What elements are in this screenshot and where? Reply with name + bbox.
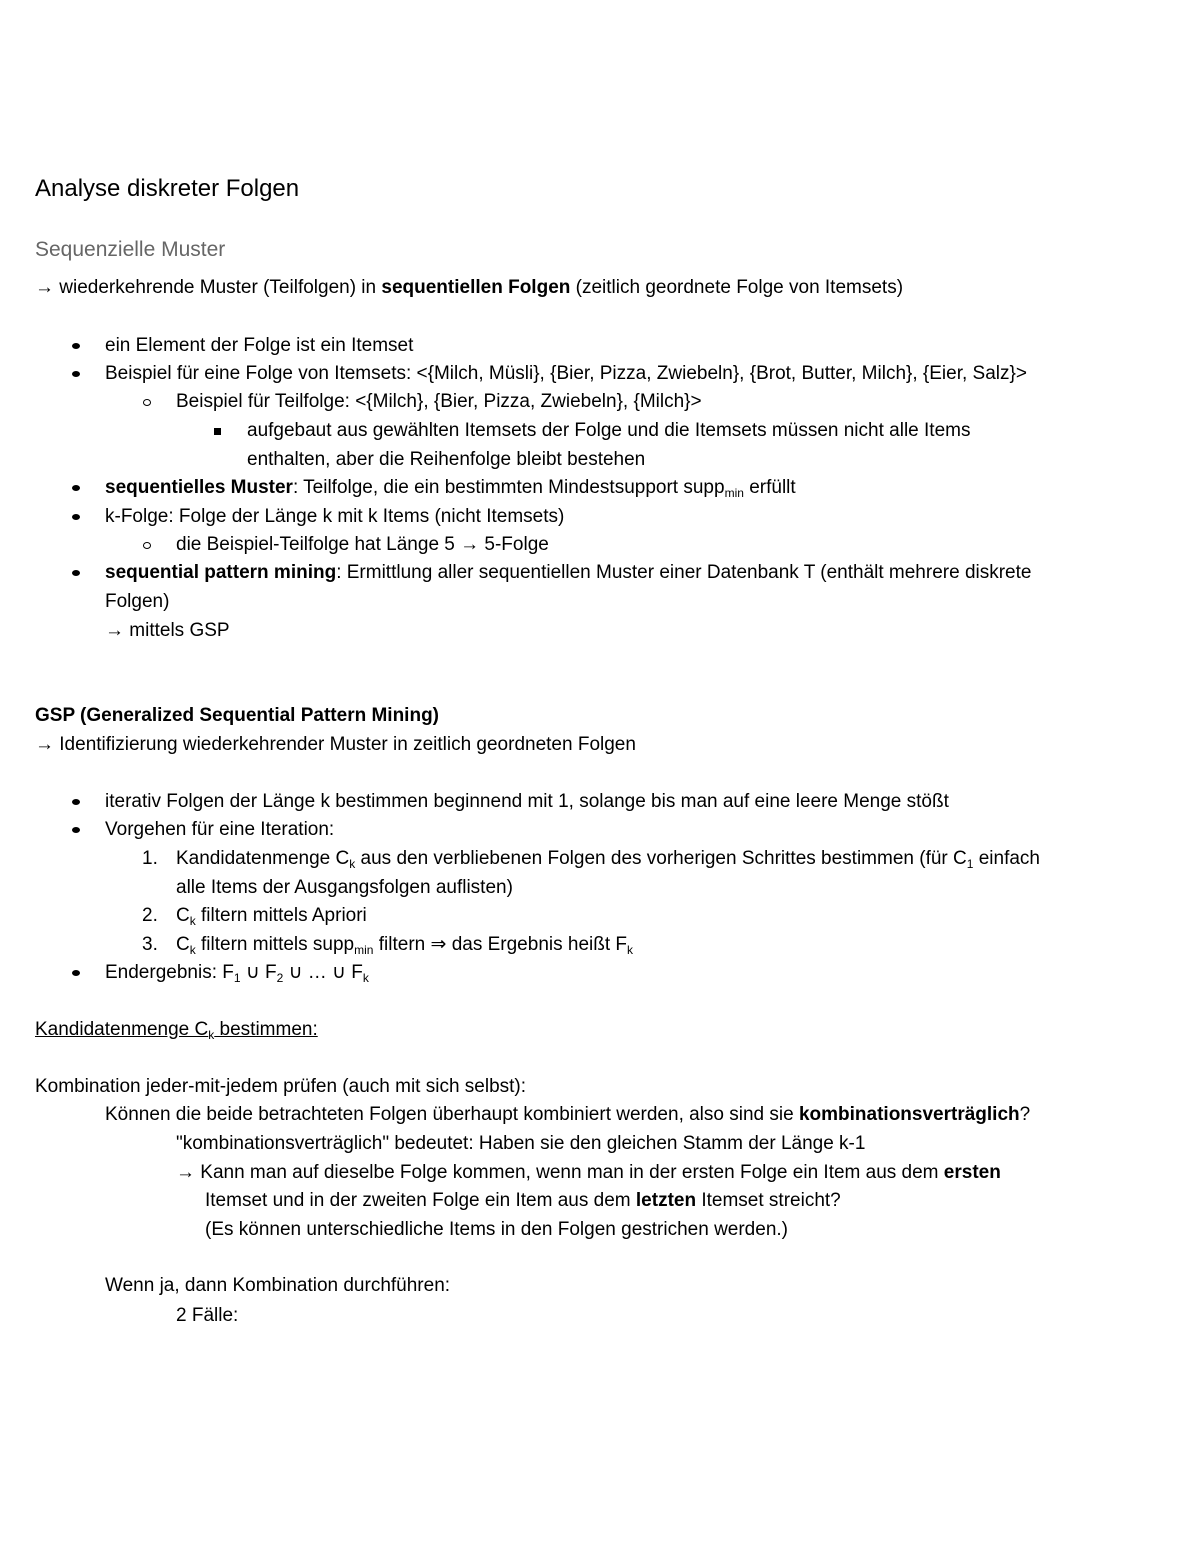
- list-item: k-Folge: Folge der Länge k mit k Items (nicht Itemsets): [105, 506, 564, 528]
- bullet-icon: [72, 371, 80, 377]
- paragraph-line: "kombinationsverträglich" bedeutet: Haben sie den gleichen Stamm der Länge k-1: [176, 1133, 866, 1154]
- square-bullet-icon: [214, 428, 221, 435]
- list-item: ein Element der Folge ist ein Itemset: [105, 335, 413, 357]
- paragraph-line: Wenn ja, dann Kombination durchführen:: [105, 1275, 451, 1296]
- paragraph-line: Kombination jeder-mit-jedem prüfen (auch mit sich selbst):: [35, 1076, 527, 1097]
- section-heading-kandidatenmenge: Kandidatenmenge $C_k$ bestimmen:: [35, 1019, 318, 1042]
- numbered-item-continuation: alle Items der Ausgangsfolgen auflisten): [176, 877, 513, 898]
- list-item: sequential pattern mining: Ermittlung aller sequentiellen Muster einer Datenbank T (enthält mehrere diskrete: [105, 562, 1031, 584]
- list-item: iterativ Folgen der Länge k bestimmen beginnend mit 1, solange bis man auf eine leere Menge stößt: [105, 791, 949, 813]
- section-heading-gsp: GSP (Generalized Sequential Pattern Mining): [35, 705, 440, 726]
- paragraph-line: Können die beide betrachteten Folgen überhaupt kombiniert werden, also sind sie kombinationsverträglich?: [105, 1104, 1031, 1125]
- list-item: die Beispiel-Teilfolge hat Länge 5 → 5-Folge: [176, 534, 549, 556]
- list-item: aufgebaut aus gewählten Itemsets der Folge und die Itemsets müssen nicht alle Items: [247, 420, 970, 442]
- numbered-item: 2. $C_k$ filtern mittels Apriori: [142, 905, 367, 928]
- bullet-icon: [72, 799, 80, 805]
- paragraph-line: Itemset und in der zweiten Folge ein Item aus dem letzten Itemset streicht?: [205, 1190, 841, 1211]
- bullet-icon: [72, 514, 80, 520]
- section-intro: → Identifizierung wiederkehrender Muster in zeitlich geordneten Folgen: [35, 734, 636, 755]
- bullet-icon: [72, 827, 80, 833]
- paragraph-line: (Es können unterschiedliche Items in den Folgen gestrichen werden.): [205, 1219, 788, 1240]
- numbered-item: 1. Kandidatenmenge $C_k$ aus den verbliebenen Folgen des vorherigen Schrittes bestimmen (für $C_1$ einfach: [142, 848, 1040, 871]
- list-item: Vorgehen für eine Iteration:: [105, 819, 334, 841]
- section-intro: → wiederkehrende Muster (Teilfolgen) in sequentiellen Folgen (zeitlich geordnete Folge von Itemsets): [35, 277, 904, 298]
- page-title: Analyse diskreter Folgen: [35, 175, 300, 202]
- section-heading-sequenzielle-muster: Sequenzielle Muster: [35, 238, 226, 261]
- bullet-icon: [72, 970, 80, 976]
- list-item: Beispiel für eine Folge von Itemsets: <{Milch, Müsli}, {Bier, Pizza, Zwiebeln}, {Brot, Butter, Milch}, {Eier, Salz}>: [105, 363, 1027, 385]
- numbered-item: 3. $C_k$ filtern mittels supp$_{min}$ filtern ⇒ das Ergebnis heißt $F_k$: [142, 934, 634, 957]
- bullet-icon: [72, 343, 80, 349]
- list-item: Beispiel für Teilfolge: <{Milch}, {Bier, Pizza, Zwiebeln}, {Milch}>: [176, 391, 702, 413]
- list-item: Endergebnis: $F_1$ ∪ $F_2$ ∪ … ∪ $F_k$: [105, 962, 369, 984]
- list-item: sequentielles Muster: Teilfolge, die ein bestimmten Mindestsupport supp$_{min}$ erfüllt: [105, 477, 796, 499]
- circle-bullet-icon: [143, 399, 151, 406]
- circle-bullet-icon: [143, 542, 151, 549]
- bullet-icon: [72, 570, 80, 576]
- bullet-icon: [72, 485, 80, 491]
- list-item-continuation: enthalten, aber die Reihenfolge bleibt bestehen: [247, 449, 646, 470]
- list-item-continuation: → mittels GSP: [105, 620, 230, 641]
- list-item-continuation: Folgen): [105, 591, 170, 612]
- paragraph-line: → Kann man auf dieselbe Folge kommen, wenn man in der ersten Folge ein Item aus dem ersten: [176, 1162, 1001, 1183]
- paragraph-line: 2 Fälle:: [176, 1305, 239, 1326]
